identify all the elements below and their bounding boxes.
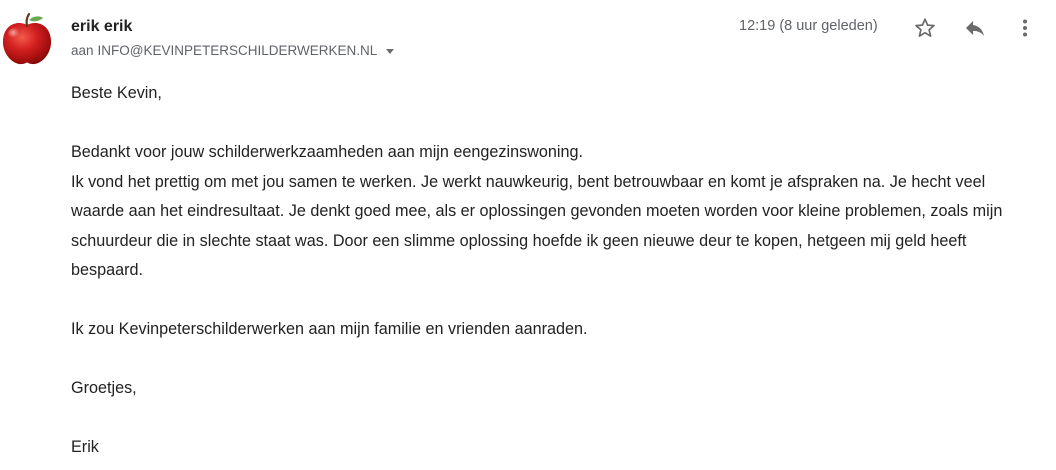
message-recommendation: Ik zou Kevinpeterschilderwerken aan mijn familie en vrienden aanraden. (71, 320, 588, 338)
recipient-prefix: aan (71, 43, 94, 58)
more-vertical-icon (1013, 16, 1037, 40)
recipient-email: INFO@KEVINPETERSCHILDERWERKEN.NL (97, 43, 378, 58)
paragraph-gap (71, 404, 1041, 434)
paragraph-gap (71, 109, 1041, 139)
message-signature: Erik (71, 438, 99, 456)
paragraph-gap (71, 345, 1041, 375)
message-line-thanks: Bedankt voor jouw schilderwerkzaamheden aan mijn eengezinswoning. (71, 143, 584, 161)
message-body (71, 79, 1041, 463)
message-closing: Groetjes, (71, 379, 137, 397)
message-timestamp: 12:19 (8 uur geleden) (739, 18, 878, 34)
reply-button[interactable] (961, 14, 989, 42)
star-outline-icon (913, 16, 937, 40)
reply-icon (963, 16, 987, 40)
star-button[interactable] (911, 14, 939, 42)
chevron-down-icon[interactable] (386, 49, 394, 54)
message-greeting: Beste Kevin, (71, 84, 162, 102)
paragraph-gap (71, 286, 1041, 316)
recipient-line (71, 43, 394, 58)
more-options-button[interactable] (1011, 14, 1039, 42)
apple-icon (0, 12, 54, 66)
message-paragraph-review: Ik vond het prettig om met jou samen te werken. Je werkt nauwkeurig, bent betrouwbaar en komt je afspraken na. Je hecht veel waarde aan het eindresultaat. Je denkt goed mee, als er oplossingen gevonden moeten worden voor kleine problemen, zoals mijn schuurdeur die in slechte staat was. Door een slimme oplossing hoefde ik geen nieuwe deur te kopen, hetgeen mij geld heeft bespaard. (71, 172, 1003, 279)
sender-avatar[interactable] (0, 12, 54, 66)
sender-name[interactable]: erik erik (71, 18, 133, 35)
